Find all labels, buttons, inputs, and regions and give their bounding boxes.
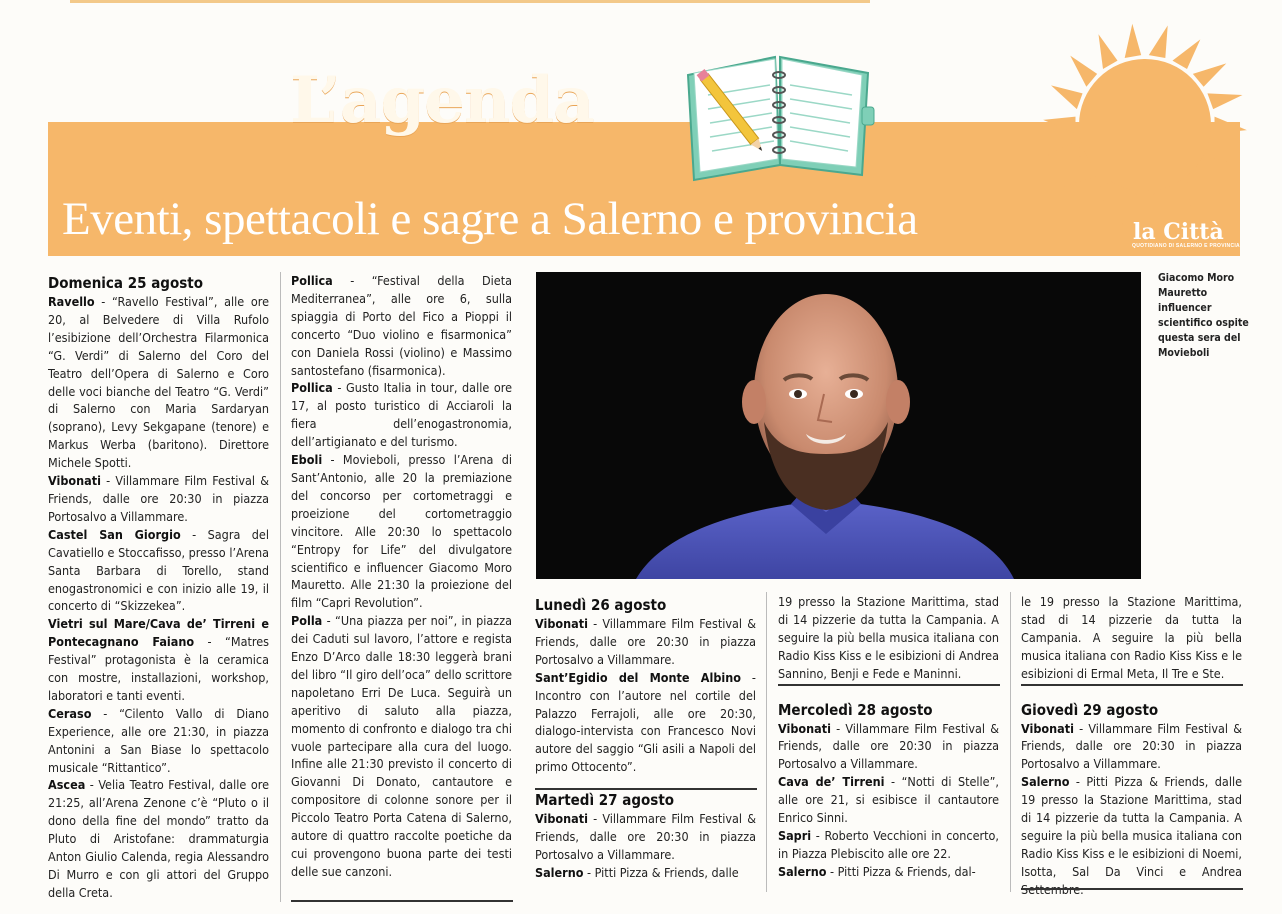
event-list [535,810,756,882]
event-text: - “Ravello Festival”, alle ore 20, al Belvedere di Villa Rufolo l’esibizione dell’Orchestra Filarmonica “G. Verdi” di Salerno del Coro del Teatro dell’Opera di Salerno e Coro delle voci bianche del Teatro “G. Verdi” di Salerno con Maria Sardaryan (soprano), Levy Sekgapane (tenore) e Markus Werba (baritono). Direttore Michele Spotti. [48,294,269,471]
event-item [291,612,512,881]
column-2 [291,272,512,881]
event-item [291,272,512,379]
event-place: Vibonati [535,811,588,827]
event-continuation: 19 presso la Stazione Marittima, stad di 14 pizzerie da tutta la Campania. A seguire la più bella musica italiana con Radio Kiss Kiss e le esibizioni di Andrea Sannino, Benji e Fede e Maninni. [778,594,999,681]
column-divider [1010,592,1011,892]
event-list [291,272,512,881]
event-text: - “Matres Festival” protagonista è la ceramica con mostre, installazioni, workshop, laboratori e tanti eventi. [48,634,269,703]
day-heading: Mercoledì 28 agosto [778,700,933,719]
event-place: Salerno [535,864,584,880]
event-text: - Roberto Vecchioni in concerto, in Piazza Plebiscito alle ore 22. [778,827,999,861]
event-text: - Villammare Film Festival & Friends, dalle ore 20:30 in piazza Portosalvo a Villammare. [535,811,756,862]
section-rule [778,684,1000,686]
event-item [535,615,756,669]
event-text: - Pitti Pizza & Friends, dal- [826,863,976,879]
event-continuation: le 19 presso la Stazione Marittima, stad di 14 pizzerie da tutta la Campania. A seguire la più bella musica italiana con Radio Kiss Kiss e le esibizioni di Ermal Meta, Il Tre e Ste. [1021,594,1242,681]
sun-icon [1040,20,1250,230]
event-place: Vibonati [48,473,101,489]
man-portrait-image [536,272,1141,579]
sun-ray [1048,141,1083,157]
event-item [48,705,269,777]
sun-ray [1149,26,1168,58]
sun-ray [1207,93,1242,109]
event-text: - Villammare Film Festival & Friends, dalle ore 20:30 in piazza Portosalvo a Villammare. [778,720,999,772]
sun-ray [1214,117,1246,134]
event-list [778,720,999,881]
event-list [535,615,756,776]
event-item [535,864,756,882]
event-text: - Movieboli, presso l’Arena di Sant’Antonio, alle 20 la premiazione del concorso per cortometraggi e proeizione del cortometraggio vincitore. Alle 20:30 lo spettacolo “Entropy for Life” del divulgatore scientifico e influencer Giacomo Moro Mauretto. Alle 21:30 la proiezione del film “Capri Revolution”. [291,452,512,611]
event-place: Polla [291,613,323,629]
event-place: Cava de’ Tirreni [778,774,885,790]
notebook-icon [680,45,880,185]
event-text: - Gusto Italia in tour, dalle ore 17, al posto turistico di Acciaroli la fiera dell’enogastronomia, dell’artigianato e del turismo. [291,380,512,450]
sun-ray [1064,163,1097,186]
brand-tagline: QUOTIDIANO DI SALERNO E PROVINCIA [1132,243,1240,249]
event-item [1021,773,1242,898]
event-place: Salerno [1021,774,1070,790]
event-text: - Villammare Film Festival & Friends, dalle ore 20:30 in piazza Portosalvo a Villammare. [535,616,756,667]
event-text: - Villammare Film Festival & Friends, dalle ore 20:30 in piazza Portosalvo a Villammare. [1021,720,1242,772]
section-rule [1021,684,1243,686]
event-place: Ravello [48,294,95,309]
event-item [778,773,999,827]
day-heading: Lunedì 26 agosto [535,596,667,614]
sun-ray [1051,85,1083,109]
brand-logo: la Città [1133,219,1224,245]
event-place: Vibonati [778,720,831,736]
event-place: Pollica [291,273,333,288]
page-title: L’agenda [290,63,594,138]
event-text: - Sagra del Cavatiello e Stoccafisso, presso l’Arena Santa Barbara di Torello, stand enogastronomici e con inizio alle 19, il concerto di “Skizzekea”. [48,526,269,614]
event-text: - Villammare Film Festival & Friends, dalle ore 20:30 in piazza Portosalvo a Villammare. [48,473,269,524]
column-1 [48,273,269,902]
event-item [48,526,269,616]
sun-ray [1172,39,1200,69]
column-4 [778,593,999,881]
event-item [48,776,269,901]
column-end-rule [1021,888,1243,890]
column-divider [280,272,281,902]
event-place: Vibonati [1021,720,1074,736]
event-text: - “Cilento Vallo di Diano Experience, alle ore 21:30, in piazza Antonini a San Biase lo spettacolo musicale “Rittantico”. [48,705,269,775]
event-place: Pollica [291,380,333,396]
top-rule [70,0,870,3]
event-item [48,615,269,705]
event-place: Sapri [778,827,812,843]
column-divider [766,592,767,892]
event-text: - Pitti Pizza & Friends, dalle [583,864,739,880]
event-place: Vietri sul Mare/Cava de’ Tirreni e Pontecagnano Faiano [48,616,269,650]
event-text: - Pitti Pizza & Friends, dalle 19 presso la Stazione Marittima, stad di 14 pizzerie da tutta la Campania. A seguire la più bella musica italiana con Radio Kiss Kiss e le esibizioni di Noemi, Isotta, Sal Da Vinci e Andrea [1021,774,1242,879]
sun-ray [1193,163,1220,194]
event-list [1021,720,1242,899]
event-list [48,293,269,902]
event-item [778,720,999,774]
portrait-photo [536,272,1141,579]
event-place: Salerno [778,863,827,879]
event-text: - “Una piazza per noi”, in piazza dei Caduti sul lavoro, l’attore e regista Enzo D’Arco dalle 18:30 leggerà brani del libro “Il giro dell’oca” dello scrittore napoletano Erri De Luca. Seguirà un aperitivo di saluto alla piazza, momento di confronto e dialogo tra chi vuole partecipare alla cura del luogo. Infine alle 21:30 previsto il concerto di Giovanni Di Donato, cantautore e compositore di colonne sonore per il Piccolo Teatro Porta Catena di Salerno, autore di quattro raccolte poetiche da cui provengono buona parte dei testi delle sue canzoni. [291,613,512,879]
event-item [1021,720,1242,774]
section-rule [535,788,757,790]
day-heading: Martedì 27 agosto [535,791,675,810]
event-item [535,810,756,864]
sun-ray [1125,24,1142,58]
sun-ray [1193,63,1226,86]
column-3 [535,595,756,882]
event-item [291,379,512,451]
event-text: - “Notti di Stelle”, alle ore 21, si esibisce il cantautore Enrico Sinni. [778,774,999,826]
page-subtitle: Eventi, spettacoli e sagre a Salerno e provincia [62,193,918,245]
day-heading: Giovedì 29 agosto [1021,700,1159,719]
event-place: Vibonati [535,616,588,631]
sun-ray [1207,141,1239,165]
sun-ray [1090,181,1118,211]
event-item [48,472,269,526]
event-item [535,669,756,776]
event-place: Eboli [291,452,323,468]
event-item [778,827,999,863]
event-place: Castel San Giorgio [48,526,181,542]
event-item [48,293,269,472]
column-end-rule [291,900,513,902]
event-place: Ascea [48,777,86,793]
day-heading: Domenica 25 agosto [48,274,203,292]
event-item [291,451,512,612]
event-text: - Velia Teatro Festival, dalle ore 21:25, all’Arena Zenone c’è “Pluto o il dono della fine del mondo” tratto da Pluto di Aristofane: drammaturgia Anton Giulio Calenda, regia Alessandro Di Murro e con gli attori del Gruppo della Creta. [48,777,269,900]
photo-caption: Giacomo Moro Mauretto influencer scientifico ospite questa sera del Movieboli [1158,272,1249,359]
sun-ray [1172,181,1191,216]
sun-ray [1043,117,1075,134]
sun-ray [1098,34,1117,69]
event-item [778,863,999,881]
sun-ray [1070,56,1097,87]
event-place: Sant’Egidio del Monte Albino [535,669,741,685]
event-text: - “Festival della Dieta Mediterranea”, alle ore 6, sulla spiaggia di Porto del Fico a Pioppi il concerto “Duo violino e fisarmonica” con Daniela Rossi (violino) e Massimo santostefano (fisarmonica). [291,273,512,378]
event-text: - Incontro con l’autore nel cortile del Palazzo Ferrajoli, alle ore 20:30, dialogo-intervista con Francesco Novi autore del saggio “Gli asili a Napoli del primo Ottocento”. [535,669,756,775]
column-5 [1021,593,1242,899]
event-place: Ceraso [48,705,92,721]
